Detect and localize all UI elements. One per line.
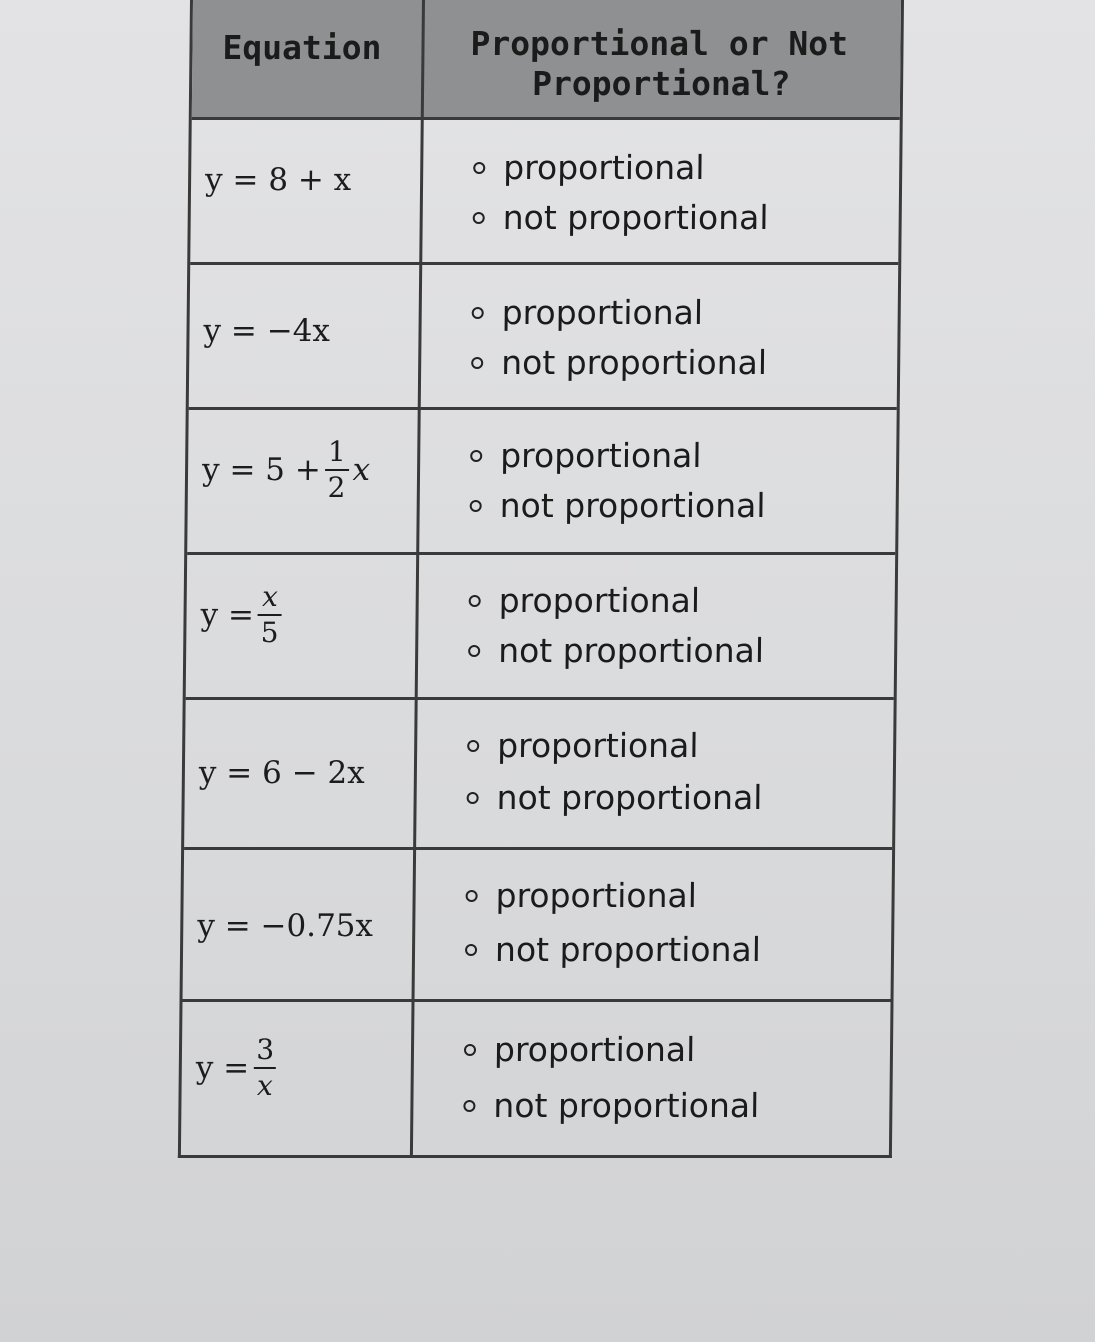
equation-lhs: y =: [195, 1050, 250, 1086]
header-equation-cell: [192, 0, 425, 117]
option-label: proportional: [503, 148, 705, 187]
option-label: not proportional: [494, 930, 762, 969]
equation: [195, 1033, 281, 1102]
option-proportional[interactable]: [470, 436, 702, 475]
fraction: [324, 435, 348, 504]
option-label: proportional: [501, 293, 704, 332]
option-not-proportional[interactable]: [465, 930, 761, 969]
radio-icon[interactable]: [467, 740, 479, 752]
equation-cell: [189, 265, 422, 407]
header-question-line1: Proportional or Not: [470, 24, 849, 63]
radio-icon[interactable]: [470, 500, 482, 512]
option-proportional[interactable]: [467, 726, 699, 765]
radio-icon[interactable]: [468, 645, 480, 657]
equation-cell: [184, 700, 418, 847]
option-proportional[interactable]: [472, 293, 704, 332]
fraction-denominator: x: [254, 1067, 276, 1100]
option-label: not proportional: [500, 343, 768, 382]
table-row: [189, 265, 899, 410]
radio-icon[interactable]: [473, 162, 485, 174]
option-proportional[interactable]: [473, 148, 705, 187]
equation-text: y = 6 − 2x: [198, 755, 365, 791]
equation: [201, 435, 371, 504]
equation-cell: [186, 555, 419, 697]
option-label: proportional: [500, 436, 702, 475]
equation-tail: x: [352, 452, 371, 488]
radio-icon[interactable]: [469, 595, 481, 607]
fraction-numerator: 3: [256, 1033, 275, 1066]
option-not-proportional[interactable]: [466, 778, 762, 817]
option-not-proportional[interactable]: [463, 1086, 759, 1125]
table-row: [183, 850, 893, 1002]
equation-cell: [181, 1002, 415, 1155]
option-not-proportional[interactable]: [468, 631, 764, 670]
equation-text: y = −4x: [203, 313, 331, 349]
fraction-numerator: x: [261, 580, 279, 613]
radio-icon[interactable]: [463, 1100, 475, 1112]
option-proportional[interactable]: [465, 876, 697, 915]
header-question-line2: Proportional?: [531, 64, 791, 103]
radio-icon[interactable]: [464, 1044, 476, 1056]
option-proportional[interactable]: [464, 1030, 696, 1069]
fraction: [258, 580, 282, 649]
table-row: [181, 1002, 891, 1158]
radio-icon[interactable]: [473, 212, 485, 224]
table-row: [190, 120, 900, 265]
option-label: not proportional: [493, 1086, 760, 1125]
fraction-denominator: 2: [324, 469, 348, 502]
fraction-numerator: 1: [327, 435, 347, 468]
option-not-proportional[interactable]: [471, 343, 767, 382]
radio-icon[interactable]: [471, 357, 483, 369]
option-label: proportional: [498, 581, 701, 620]
radio-icon[interactable]: [467, 792, 479, 804]
equation: [199, 755, 365, 791]
equation: [197, 908, 373, 944]
table-header: [192, 0, 901, 120]
equation-lhs: y = 5 +: [201, 452, 322, 488]
equation-lhs: y =: [200, 597, 255, 633]
radio-icon[interactable]: [470, 450, 482, 462]
proportionality-table: [178, 0, 904, 1158]
fraction-denominator: 5: [258, 614, 282, 647]
table-row: [184, 700, 894, 850]
equation-cell: [190, 120, 423, 262]
fraction: [253, 1033, 277, 1102]
equation: [203, 313, 330, 349]
option-label: not proportional: [499, 486, 766, 525]
option-label: not proportional: [502, 198, 769, 237]
table-row: [186, 555, 896, 700]
option-proportional[interactable]: [469, 581, 701, 620]
header-equation-label: Equation: [222, 28, 382, 67]
option-label: proportional: [493, 1030, 696, 1069]
equation-cell: [187, 410, 420, 552]
option-label: proportional: [496, 726, 699, 765]
option-label: not proportional: [497, 631, 765, 670]
option-not-proportional[interactable]: [470, 486, 766, 525]
table-row: [187, 410, 897, 555]
radio-icon[interactable]: [465, 944, 477, 956]
equation: [200, 580, 286, 649]
radio-icon[interactable]: [466, 890, 478, 902]
equation-text: y = 8 + x: [204, 162, 352, 198]
radio-icon[interactable]: [472, 307, 484, 319]
equation: [205, 162, 351, 198]
option-label: not proportional: [496, 778, 763, 817]
option-label: proportional: [495, 876, 698, 915]
equation-text: y = −0.75x: [197, 908, 374, 944]
option-not-proportional[interactable]: [473, 198, 769, 237]
equation-cell: [183, 850, 417, 999]
